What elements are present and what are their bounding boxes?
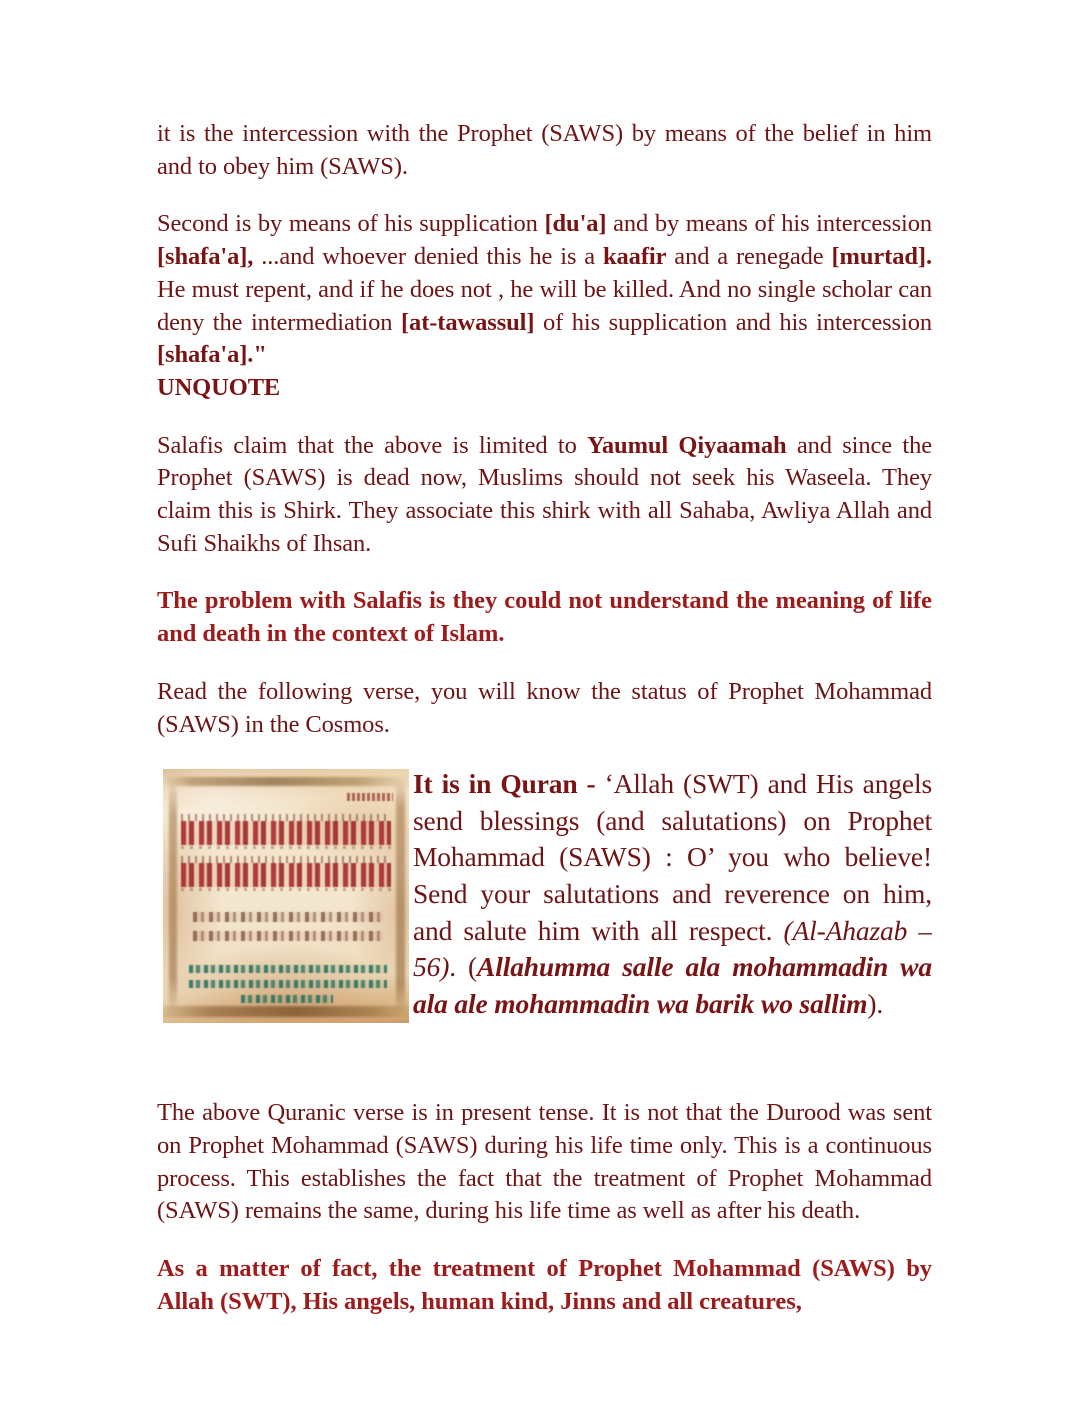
parchment-left-edge [169,779,177,1013]
english-translation-line-3 [241,995,333,1003]
verse-lead-in: It is in Quran - [413,768,605,800]
arabic-diacritics-2 [181,856,391,863]
paragraph-salafis-claim [157,430,932,561]
term-shafaa-2: [shafa'a]." [157,341,267,369]
parchment-top-edge [163,777,409,786]
p2-segment-3: ...and whoever denied this he is a [253,243,603,271]
term-dua: [du'a] [544,210,607,238]
p2-segment-6: of his supplication and his intercession [534,308,932,336]
verse-reference: (Al-Ahazab – 56) [413,914,932,983]
arabic-glyphs-2 [181,863,391,887]
paragraph-second-supplication [157,208,932,404]
transliteration-line-1 [193,912,383,922]
quran-verse-block [157,766,932,1029]
arabic-baseline-1 [181,846,391,849]
arabic-baseline-2 [181,888,391,891]
label-unquote: UNQUOTE [157,373,281,401]
verse-durood-dua: Allahumma salle ala mohammadin wa ala ale mohammadin wa barik wo sallim [413,951,932,1019]
document-content [157,118,932,1343]
p3-segment-2: and since the Prophet (SAWS) is dead now, Muslims should not seek his Waseela. They claim this is Shirk. They associate this shirk with all Sahaba, Awliya Allah and Sufi Shaikhs of Ihsan. [157,431,932,557]
term-shafaa-1: [shafa'a], [157,243,254,271]
paragraph-problem-with-salafis: The problem with Salafis is they could not understand the meaning of life and death in the context of Islam. [157,587,932,648]
term-murtad: [murtad]. [831,243,932,271]
verse-after-reference: . ( [449,951,478,983]
p3-segment-1: Salafis claim that the above is limited to [157,431,588,459]
term-kaafir: kaafir [603,243,667,271]
arabic-calligraphy-line-2 [181,863,391,887]
english-translation-line-1 [189,965,387,973]
paragraph-matter-of-fact: As a matter of fact, the treatment of Prophet Mohammad (SAWS) by Allah (SWT), His angels, human kind, Jinns and all creatures, [157,1255,932,1315]
arabic-surah-heading [347,793,393,801]
paragraph-intercession: it is the intercession with the Prophet (SAWS) by means of the belief in him and to obey him (SAWS). [157,120,932,180]
parchment-right-edge [396,779,405,1013]
transliteration-line-2 [193,931,383,941]
english-translation-line-2 [189,980,387,988]
paragraph-read-following-verse: Read the following verse, you will know the status of Prophet Mohammad (SAWS) in the Cosmos. [157,677,932,738]
p2-segment-4: and a renegade [666,243,832,271]
arabic-diacritics-1 [181,814,391,821]
p2-segment-1: Second is by means of his supplication [157,210,545,238]
term-at-tawassul: [at-tawassul] [400,308,535,336]
verse-block-spacer [157,1039,932,1097]
parchment-bottom-edge [163,1006,409,1017]
p2-segment-2: and by means of his intercession [606,210,933,238]
verse-closing: ). [867,987,884,1019]
verse-quote: ‘Allah (SWT) and His angels send blessings (and salutations) on Prophet Mohammad (SAWS) : O’ you who believe! Send your salutations and reverence on him, and salute him with all respect. [413,768,932,946]
arabic-glyphs-1 [181,821,391,845]
paragraph-present-tense: The above Quranic verse is in present tense. It is not that the Durood was sent on Prophet Mohammad (SAWS) during his life time only. This is a continuous process. This establishes the fact that the treatment of Prophet Mohammad (SAWS) remains the same, during his life time as well as after his death. [157,1099,932,1225]
quran-calligraphy-image [163,769,409,1023]
arabic-calligraphy-line-1 [181,821,391,845]
p2-segment-5: He must repent, and if he does not , he will be killed. And no single scholar can deny the intermediation [157,275,932,336]
term-yaumul-qiyaamah: Yaumul Qiyaamah [587,431,787,459]
